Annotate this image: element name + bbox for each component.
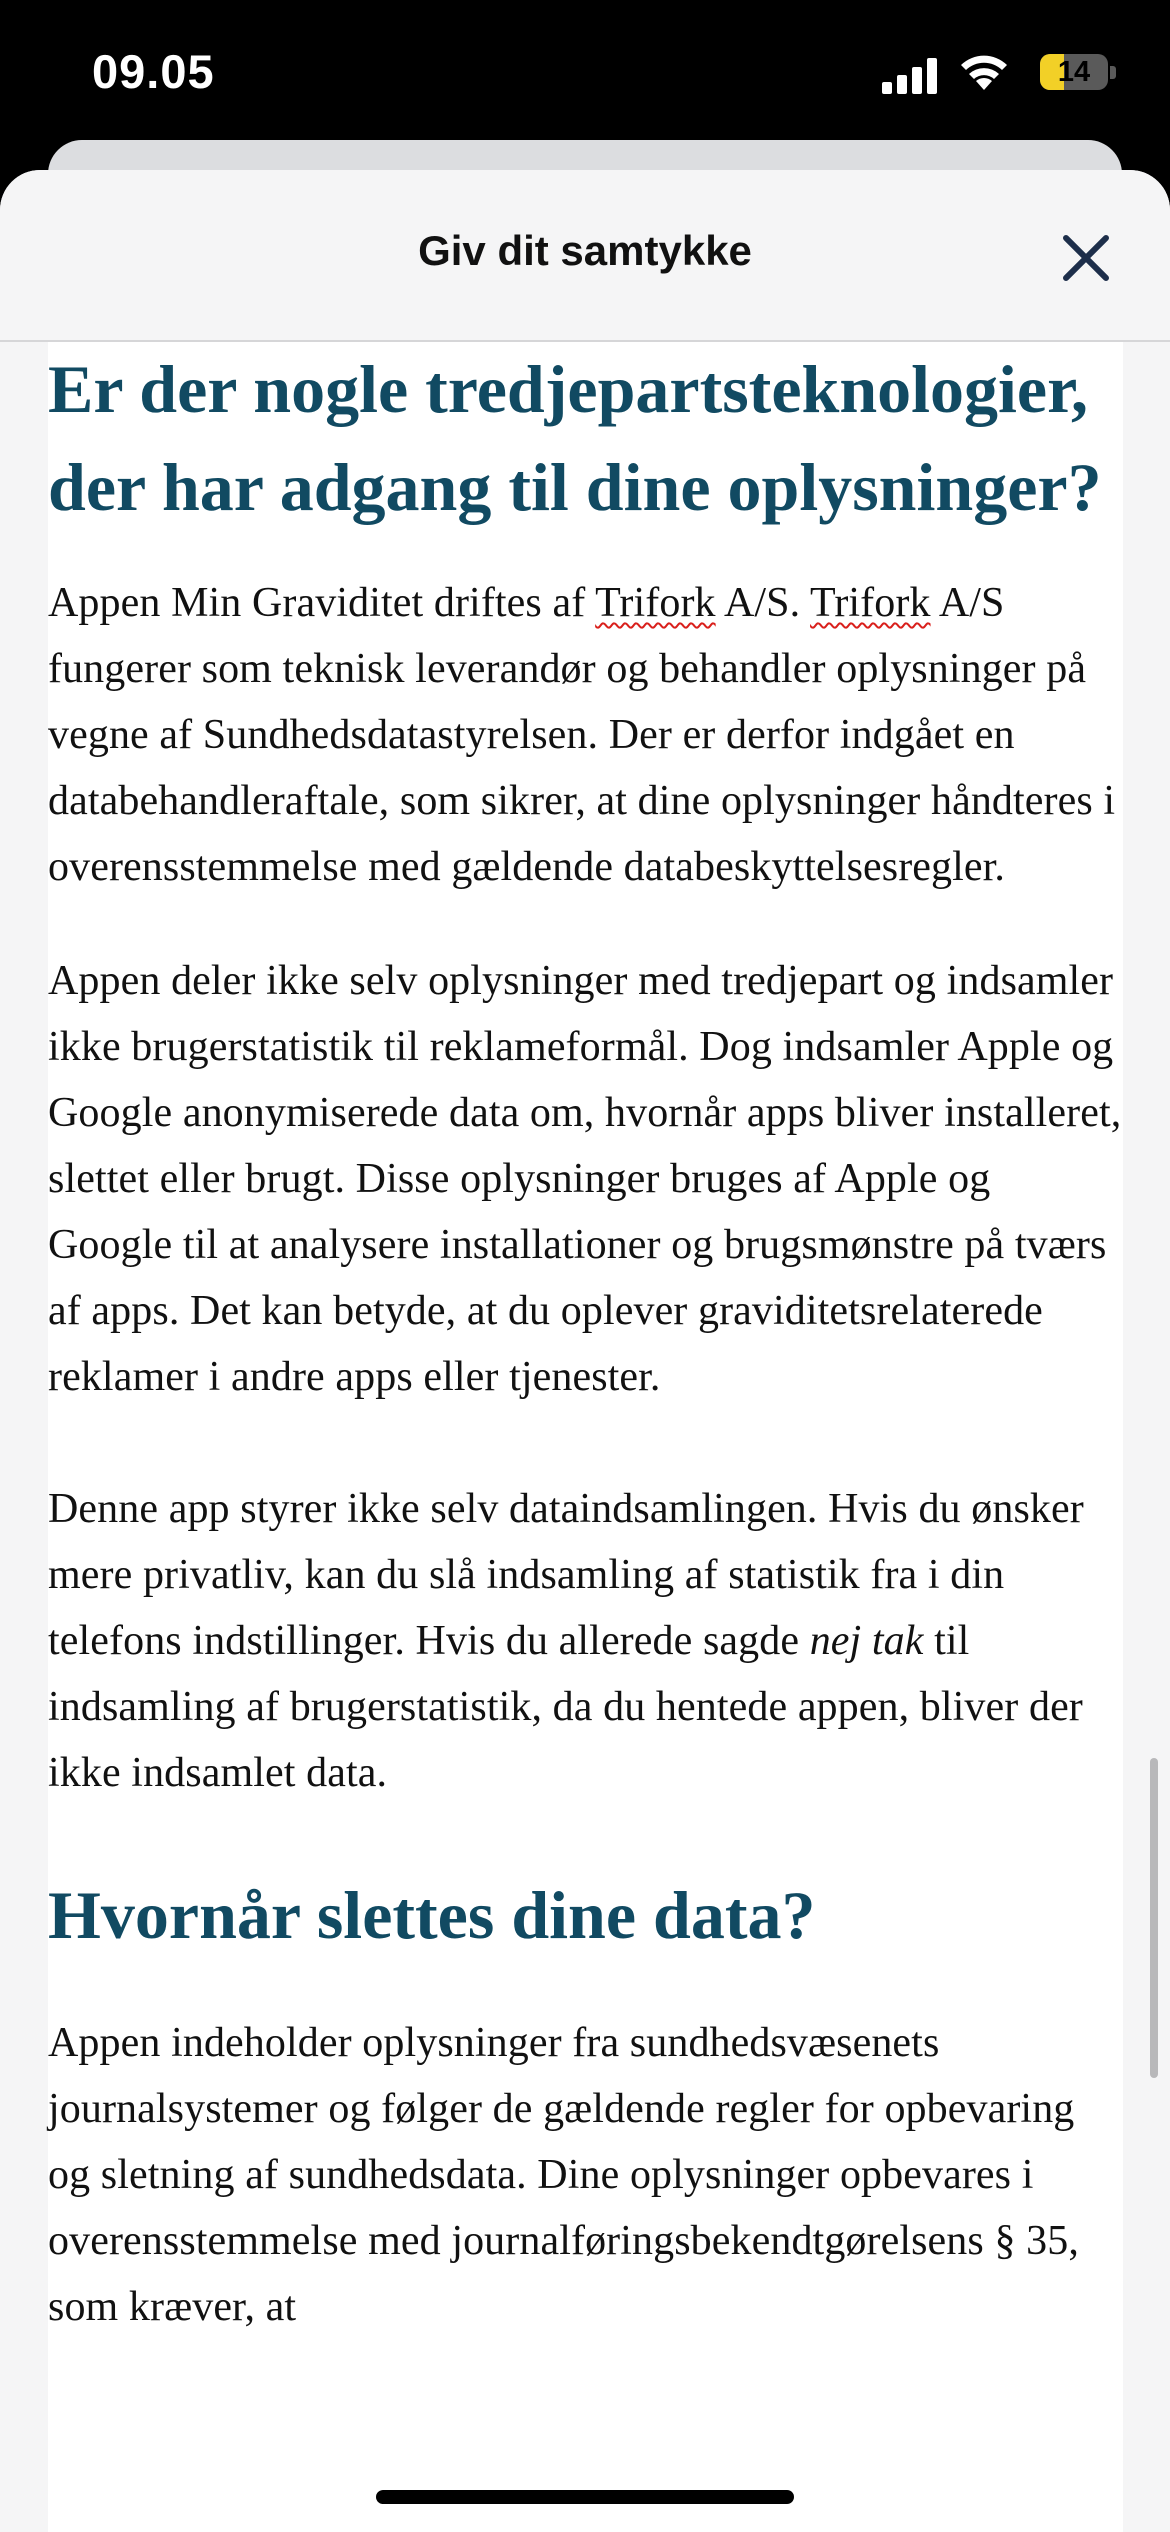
spellcheck-word: Trifork [810,580,931,626]
status-bar [0,0,1170,150]
paragraph-third-party: Appen deler ikke selv oplysninger med tredjepart og indsamler ikke brugerstatistik til reklameformål. Dog indsamler Apple og Google anonymiserede data om, hvornår apps bliver installeret, slettet eller brugt. Disse oplysninger bruges af Apple og Google til at analysere installationer og brugsmønstre på tværs af apps. Det kan betyde, at du oplever graviditetsrelaterede reklamer i andre apps eller tjenester. [48,958,1122,1400]
consent-sheet [0,170,1170,2532]
paragraph-data-collection: Denne app styrer ikke selv dataindsamlingen. Hvis du ønsker mere privatliv, kan du slå indsamling af statistik fra i din telefons indstillinger. Hvis du allerede sagde nej tak til indsamling af brugerstatistik, da du hentede appen, bliver der ikke indsamlet data. [48,1486,1084,1796]
wifi-icon [958,52,1010,92]
spellcheck-word: Trifork [595,580,716,626]
emphasis-nej-tak: nej tak [809,1618,924,1664]
text-column [48,342,1123,2340]
battery-icon [1032,54,1118,94]
content-body [48,342,1123,2532]
heading-third-party: Er der nogle tredjepartsteknologier, der har adgang til dine oplysninger? [48,351,1102,525]
paragraph-deletion: Appen indeholder oplysninger fra sundhedsvæsenets journalsystemer og følger de gældende regler for opbevaring og sletning af sundhedsdata. Dine oplysninger opbevares i overensstemmelse med journalføringsbekendtgørelsens § 35, som kræver, at [48,2020,1079,2330]
battery-level: 14 [1057,56,1091,88]
heading-data-deletion: Hvornår slettes dine data? [48,1877,816,1953]
status-time: 09.05 [92,45,215,98]
home-indicator[interactable] [376,2490,794,2504]
sheet-title: Giv dit samtykke [418,227,752,274]
paragraph-operator: Appen Min Graviditet driftes af Trifork A/S. Trifork A/S fungerer som teknisk leverandør og behandler oplysninger på vegne af Sundhedsdatastyrelsen. Der er derfor indgået en databehandleraftale, som sikrer, at dine oplysninger håndteres i overensstemmelse med gældende databeskyttelsesregler. [48,580,1116,890]
cellular-signal-icon [882,58,938,94]
scroll-content[interactable] [0,342,1170,2532]
scroll-indicator[interactable] [1150,1758,1158,2078]
sheet-header [0,170,1170,342]
close-icon [1061,233,1111,283]
close-button[interactable] [1050,222,1122,294]
